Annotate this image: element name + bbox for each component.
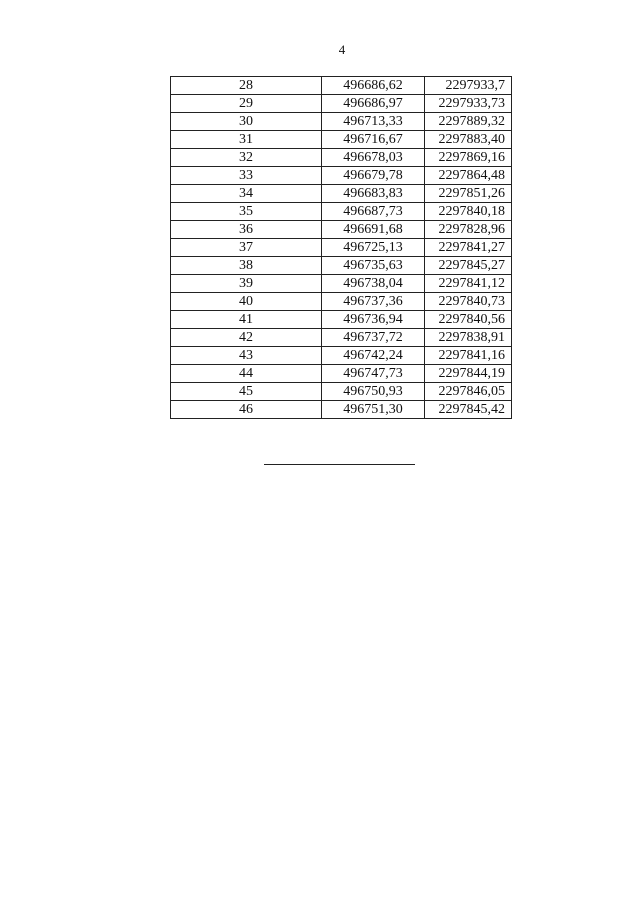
y-coordinate-cell: 2297841,27 xyxy=(425,239,512,257)
x-coordinate-cell: 496716,67 xyxy=(322,131,425,149)
coordinates-table-body xyxy=(171,77,512,419)
y-coordinate-cell: 2297840,73 xyxy=(425,293,512,311)
y-coordinate-cell: 2297845,42 xyxy=(425,401,512,419)
table-row xyxy=(171,275,512,293)
x-coordinate-cell: 496747,73 xyxy=(322,365,425,383)
point-number-cell: 39 xyxy=(171,275,322,293)
table-row xyxy=(171,167,512,185)
point-number-cell: 43 xyxy=(171,347,322,365)
y-coordinate-cell: 2297846,05 xyxy=(425,383,512,401)
point-number-cell: 30 xyxy=(171,113,322,131)
point-number-cell: 31 xyxy=(171,131,322,149)
x-coordinate-cell: 496737,72 xyxy=(322,329,425,347)
table-row xyxy=(171,365,512,383)
table-row xyxy=(171,239,512,257)
table-row xyxy=(171,383,512,401)
point-number-cell: 34 xyxy=(171,185,322,203)
point-number-cell: 38 xyxy=(171,257,322,275)
x-coordinate-cell: 496678,03 xyxy=(322,149,425,167)
x-coordinate-cell: 496751,30 xyxy=(322,401,425,419)
point-number-cell: 33 xyxy=(171,167,322,185)
table-row xyxy=(171,311,512,329)
table-row xyxy=(171,95,512,113)
x-coordinate-cell: 496686,62 xyxy=(322,77,425,95)
x-coordinate-cell: 496735,63 xyxy=(322,257,425,275)
table-row xyxy=(171,293,512,311)
y-coordinate-cell: 2297828,96 xyxy=(425,221,512,239)
point-number-cell: 37 xyxy=(171,239,322,257)
y-coordinate-cell: 2297845,27 xyxy=(425,257,512,275)
y-coordinate-cell: 2297933,7 xyxy=(425,77,512,95)
x-coordinate-cell: 496713,33 xyxy=(322,113,425,131)
table-row xyxy=(171,113,512,131)
x-coordinate-cell: 496736,94 xyxy=(322,311,425,329)
point-number-cell: 35 xyxy=(171,203,322,221)
point-number-cell: 41 xyxy=(171,311,322,329)
y-coordinate-cell: 2297844,19 xyxy=(425,365,512,383)
y-coordinate-cell: 2297838,91 xyxy=(425,329,512,347)
table-row xyxy=(171,221,512,239)
y-coordinate-cell: 2297851,26 xyxy=(425,185,512,203)
table-row xyxy=(171,257,512,275)
x-coordinate-cell: 496737,36 xyxy=(322,293,425,311)
x-coordinate-cell: 496683,83 xyxy=(322,185,425,203)
x-coordinate-cell: 496750,93 xyxy=(322,383,425,401)
x-coordinate-cell: 496687,73 xyxy=(322,203,425,221)
point-number-cell: 42 xyxy=(171,329,322,347)
point-number-cell: 36 xyxy=(171,221,322,239)
point-number-cell: 28 xyxy=(171,77,322,95)
y-coordinate-cell: 2297840,56 xyxy=(425,311,512,329)
page-number: 4 xyxy=(338,42,346,57)
x-coordinate-cell: 496691,68 xyxy=(322,221,425,239)
table-row xyxy=(171,347,512,365)
y-coordinate-cell: 2297889,32 xyxy=(425,113,512,131)
point-number-cell: 44 xyxy=(171,365,322,383)
y-coordinate-cell: 2297933,73 xyxy=(425,95,512,113)
y-coordinate-cell: 2297883,40 xyxy=(425,131,512,149)
table-row xyxy=(171,185,512,203)
end-divider-line xyxy=(264,464,415,465)
table-row xyxy=(171,77,512,95)
x-coordinate-cell: 496725,13 xyxy=(322,239,425,257)
x-coordinate-cell: 496742,24 xyxy=(322,347,425,365)
y-coordinate-cell: 2297841,16 xyxy=(425,347,512,365)
point-number-cell: 29 xyxy=(171,95,322,113)
point-number-cell: 46 xyxy=(171,401,322,419)
point-number-cell: 32 xyxy=(171,149,322,167)
table-row xyxy=(171,203,512,221)
x-coordinate-cell: 496686,97 xyxy=(322,95,425,113)
x-coordinate-cell: 496679,78 xyxy=(322,167,425,185)
y-coordinate-cell: 2297864,48 xyxy=(425,167,512,185)
coordinates-table xyxy=(170,76,512,419)
point-number-cell: 40 xyxy=(171,293,322,311)
y-coordinate-cell: 2297869,16 xyxy=(425,149,512,167)
table-row xyxy=(171,401,512,419)
table-row xyxy=(171,131,512,149)
table-row xyxy=(171,329,512,347)
y-coordinate-cell: 2297840,18 xyxy=(425,203,512,221)
y-coordinate-cell: 2297841,12 xyxy=(425,275,512,293)
table-row xyxy=(171,149,512,167)
x-coordinate-cell: 496738,04 xyxy=(322,275,425,293)
point-number-cell: 45 xyxy=(171,383,322,401)
